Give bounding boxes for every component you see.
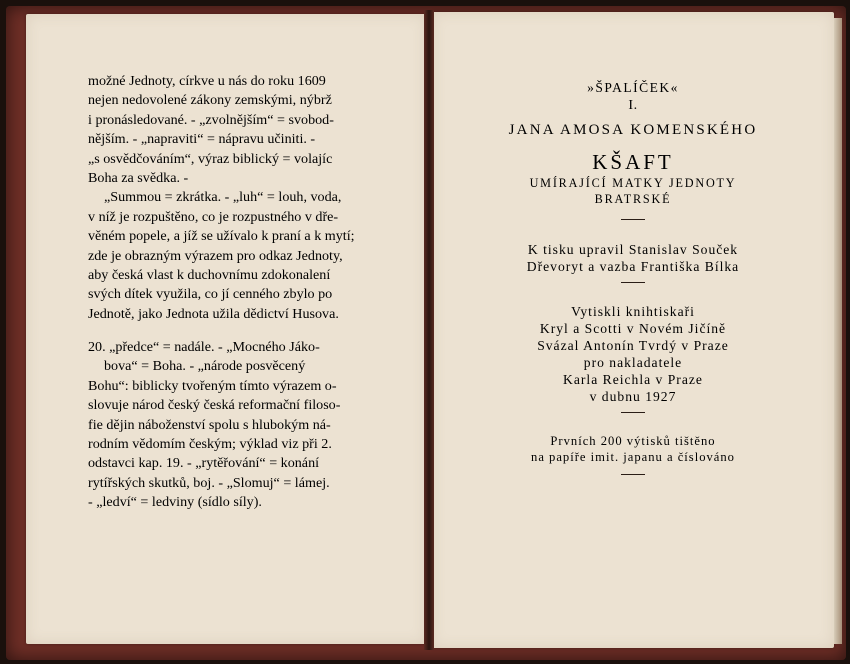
edition-note: na papíře imit. japanu a číslováno [531, 450, 735, 464]
text-line: Bohu“: biblicky tvořeným tímto výrazem o- [88, 377, 337, 394]
text-line: rodním vědomím českým; výklad viz při 2. [88, 436, 332, 453]
text-line: rytířských skutků, boj. - „Slomuj“ = lámej. [88, 474, 330, 491]
divider [621, 412, 645, 413]
text-line: zde je obrazným výrazem pro odkaz Jednoty, [88, 247, 343, 264]
book-subtitle: BRATRSKÉ [594, 192, 672, 206]
text-line: aby česká vlast k duchovnímu zdokonalení [88, 266, 331, 283]
text-line: fie dějin náboženství spolu s hlubokým ná- [88, 416, 331, 433]
woodcut-credit: Dřevoryt a vazba Františka Bílka [526, 259, 740, 274]
text-line: svých dítek využila, co jí cenného zbylo po [88, 286, 333, 303]
printer-credit: Vytiskli knihtiskaři [571, 304, 695, 319]
page-edge [834, 18, 842, 644]
editor-credit: K tisku upravil Stanislav Souček [527, 242, 739, 257]
left-page-text [88, 72, 394, 513]
divider [621, 219, 645, 220]
binder-credit: Svázal Antonín Tvrdý v Praze [537, 338, 729, 353]
publication-date: v dubnu 1927 [589, 389, 677, 404]
author-name: JANA AMOSA KOMENSKÉHO [508, 122, 758, 138]
text-line: odstavci kap. 19. - „rytěřování“ = konání [88, 455, 320, 472]
divider [621, 282, 645, 283]
text-line: - „ledví“ = ledviny (sídlo síly). [88, 494, 262, 511]
book-title: KŠAFT [592, 150, 674, 174]
text-line: možné Jednoty, církve u nás do roku 1609 [88, 73, 326, 89]
edition-note: Prvních 200 výtisků tištěno [550, 434, 716, 448]
text-line: slovuje národ český česká reformační filoso- [88, 397, 341, 414]
text-line: bova“ = Boha. - „národe posvěcený [104, 358, 306, 375]
printer-credit: Kryl a Scotti v Novém Jičíně [539, 321, 727, 336]
text-line: nejen nedovolené zákony zemskými, nýbrž [88, 92, 332, 109]
text-line: věném popele, a jíž se užívalo k praní a k mytí; [88, 228, 355, 245]
publisher-credit: Karla Reichla v Praze [563, 372, 703, 387]
text-line: nějším. - „napraviti“ = nápravu učiniti. - [88, 131, 316, 148]
divider [621, 474, 645, 475]
volume-number: I. [628, 98, 638, 113]
text-line: „Summou = zkrátka. - „luh“ = louh, voda, [104, 189, 342, 206]
text-line: Jednotě, jako Jednota užila dědictví Husova. [88, 305, 339, 322]
text-line: 20. „předce“ = nadále. - „Mocného Jáko- [88, 339, 320, 356]
text-line: i pronásledované. - „zvolnějším“ = svobod- [88, 111, 334, 128]
publisher-credit: pro nakladatele [583, 355, 683, 370]
series-name: »ŠPALÍČEK« [587, 80, 679, 95]
book-subtitle: UMÍRAJÍCÍ MATKY JEDNOTY [529, 176, 737, 190]
text-line: v níž je rozpuštěno, co je rozpustného v dře- [88, 208, 339, 225]
text-line: Boha za svědka. - [88, 169, 189, 186]
text-line: „s osvědčováním“, výraz biblický = volajíc [88, 150, 333, 167]
